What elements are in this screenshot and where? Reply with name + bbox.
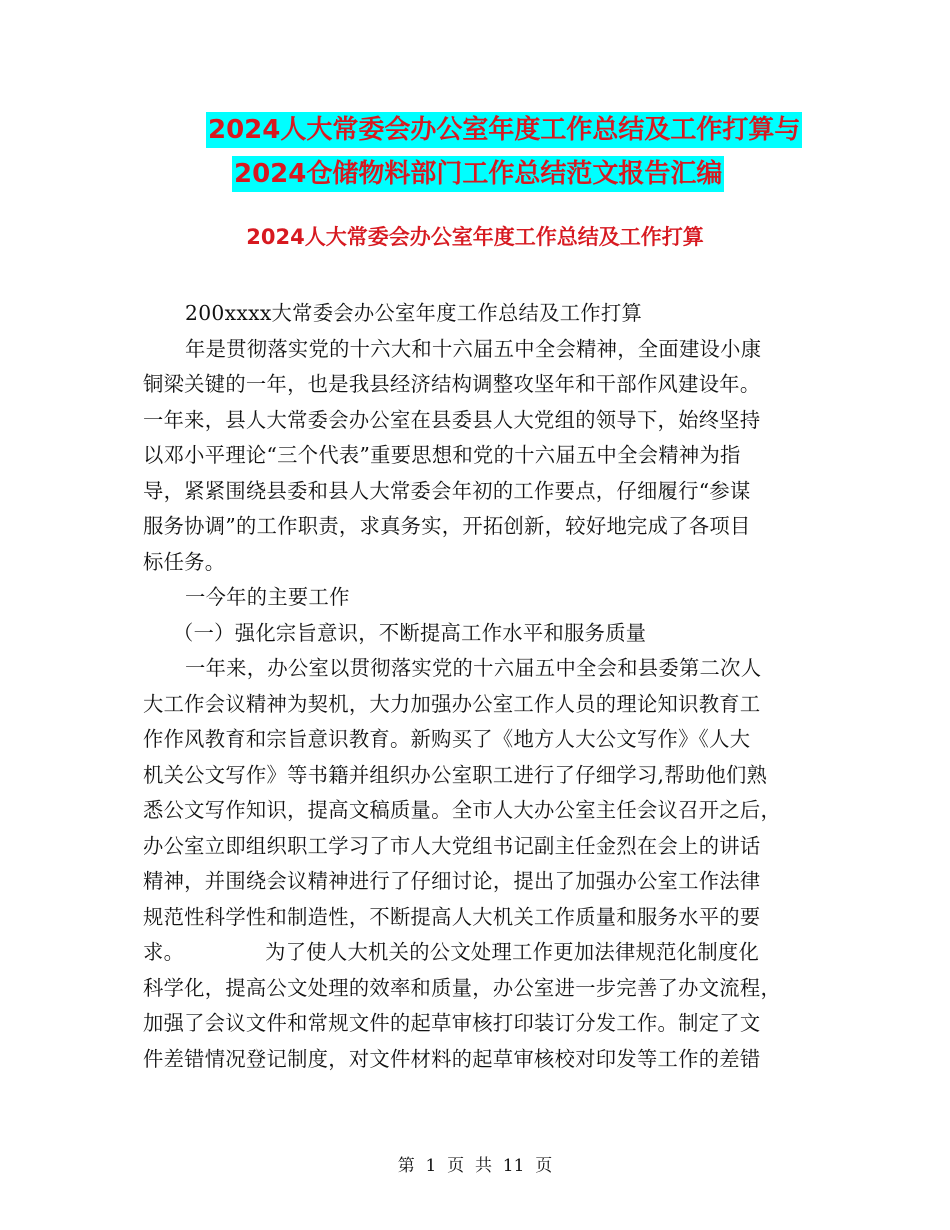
paragraph-line: 机关公文写作》等书籍并组织办公室职工进行了仔细学习,帮助他们熟 [143, 762, 768, 787]
main-title-line-1: 2024人大常委会办公室年度工作总结及工作打算与 [206, 112, 802, 148]
paragraph-line: 科学化，提高公文处理的效率和质量，办公室进一步完善了办文流程， [143, 975, 782, 1000]
paragraph-line: 件差错情况登记制度，对文件材料的起草审核校对印发等工作的差错 [143, 1046, 761, 1071]
paragraph-line: 加强了会议文件和常规文件的起草审核打印装订分发工作。制定了文 [143, 1011, 761, 1035]
paragraph-line: 求。 为了使人大机关的公文处理工作更加法律规范化制度化 [143, 940, 760, 964]
paragraph-line: 标任务。 [143, 549, 226, 574]
page-number-footer: 第 1 页 共 11 页 [397, 1156, 553, 1176]
paragraph-line: 悉公文写作知识，提高文稿质量。全市人大办公室主任会议召开之后， [143, 798, 782, 822]
paragraph-line: 200xxxx大常委会办公室年度工作总结及工作打算 [185, 301, 643, 325]
paragraph-line: 精神，并围绕会议精神进行了仔细讨论，提出了加强办公室工作法律 [143, 869, 761, 893]
section-heading: 一今年的主要工作 [185, 585, 350, 609]
paragraph-line: 一年来，办公室以贯彻落实党的十六届五中全会和县委第二次人 [185, 656, 762, 680]
section-title: 2024人大常委会办公室年度工作总结及工作打算 [246, 225, 704, 249]
paragraph-line: 作作风教育和宗旨意识教育。新购买了《地方人大公文写作》《人大 [143, 727, 751, 751]
paragraph-line: 一年来，县人大常委会办公室在县委县人大党组的领导下，始终坚持 [143, 407, 761, 432]
paragraph-line: 以邓小平理论“三个代表”重要思想和党的十六届五中全会精神为指 [143, 443, 741, 467]
body-text [143, 296, 803, 1077]
paragraph-line: 大工作会议精神为契机，大力加强办公室工作人员的理论知识教育工 [143, 691, 761, 716]
paragraph-line: 导，紧紧围绕县委和县人大常委会年初的工作要点，仔细履行“参谋 [143, 478, 751, 503]
main-title-line-2: 2024仓储物料部门工作总结范文报告汇编 [232, 156, 724, 192]
paragraph-line: 年是贯彻落实党的十六大和十六届五中全会精神，全面建设小康 [185, 336, 762, 361]
paragraph-line: 服务协调”的工作职责，求真务实，开拓创新，较好地完成了各项目 [143, 514, 751, 538]
paragraph-line: 铜梁关键的一年，也是我县经济结构调整攻坚年和干部作风建设年。 [143, 372, 761, 396]
subsection-heading: （一）强化宗旨意识，不断提高工作水平和服务质量 [173, 620, 647, 645]
paragraph-line: 办公室立即组织职工学习了市人大党组书记副主任金烈在会上的讲话 [143, 833, 761, 858]
paragraph-line: 规范性科学性和制造性，不断提高人大机关工作质量和服务水平的要 [143, 904, 761, 929]
